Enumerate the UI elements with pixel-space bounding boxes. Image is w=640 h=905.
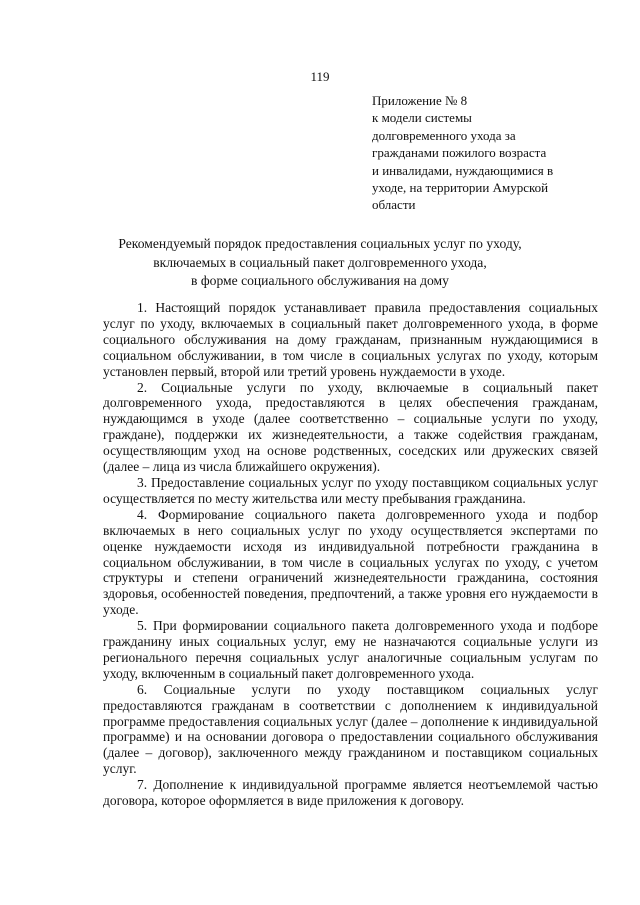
- appendix-line: к модели системы: [372, 110, 472, 126]
- appendix-line: области: [372, 197, 416, 213]
- appendix-line: долговременного ухода за: [372, 127, 516, 143]
- appendix-line: и инвалидами, нуждающимися в: [372, 162, 554, 178]
- paragraph-6: 6. Социальные услуги по уходу поставщиком социальных услуг предоставляются гражданам в соответствии с дополнением к индивидуальной программе предоставления социальных услуг (далее – дополнение к индивидуальной программе) и на основании договора о предоставлении социального обслуживания (далее – договор), заключенного между гражданином и поставщиком социальных услуг.: [103, 681, 598, 777]
- page-number: 119: [310, 69, 330, 84]
- paragraph-3: 3. Предоставление социальных услуг по уходу поставщиком социальных услуг осуществляется по месту жительства или месту пребывания гражданина.: [103, 474, 598, 506]
- appendix-line: гражданами пожилого возраста: [372, 145, 547, 161]
- document-body: [103, 300, 598, 809]
- title-line: Рекомендуемый порядок предоставления социальных услуг по уходу,: [118, 236, 522, 251]
- document-title: [100, 235, 540, 291]
- paragraph-7: 7. Дополнение к индивидуальной программе является неотъемлемой частью договора, которое оформляется в виде приложения к договору.: [103, 777, 598, 809]
- title-line: включаемых в социальный пакет долговременного ухода,: [153, 254, 487, 270]
- paragraph-2: 2. Социальные услуги по уходу, включаемые в социальный пакет долговременного ухода, предоставляются в целях обеспечения гражданам, нуждающимся в уходе (далее соответственно – социальные услуги по уходу, граждане), поддержки их жизнедеятельности, а также содействия гражданам, осуществляющим уход на основе родственных, соседских или дружеских связей (далее – лица из числа ближайшего окружения).: [103, 379, 598, 475]
- paragraph-4: 4. Формирование социального пакета долговременного ухода и подбор включаемых в него социальных услуг по уходу осуществляется экспертами по оценке нуждаемости исходя из индивидуальной потребности гражданина в социальном обслуживании, в том числе в социальных услугах по уходу, с учетом структуры и степени ограничений жизнедеятельности гражданина, состояния здоровья, особенностей поведения, предпочтений, а также уровня его нуждаемости в уходе.: [103, 506, 598, 618]
- appendix-line: Приложение № 8: [372, 93, 468, 108]
- paragraph-5: 5. При формировании социального пакета долговременного ухода и подборе гражданину иных социальных услуг, ему не назначаются социальные услуги из регионального перечня социальных услуг аналогичные социальным услугам по уходу, включенным в социальный пакет долговременного ухода.: [103, 618, 598, 681]
- paragraph-1: 1. Настоящий порядок устанавливает правила предоставления социальных услуг по уходу, включаемых в социальный пакет долговременного ухода, в форме социального обслуживания на дому гражданам, признанным нуждающимися в социальном обслуживании, в том числе в социальных услугах по уходу, которым установлен первый, второй или третий уровень нуждаемости в уходе.: [103, 300, 598, 379]
- appendix-line: уходе, на территории Амурской: [372, 180, 549, 196]
- title-line: в форме социального обслуживания на дому: [191, 273, 449, 288]
- appendix-header: [372, 92, 602, 214]
